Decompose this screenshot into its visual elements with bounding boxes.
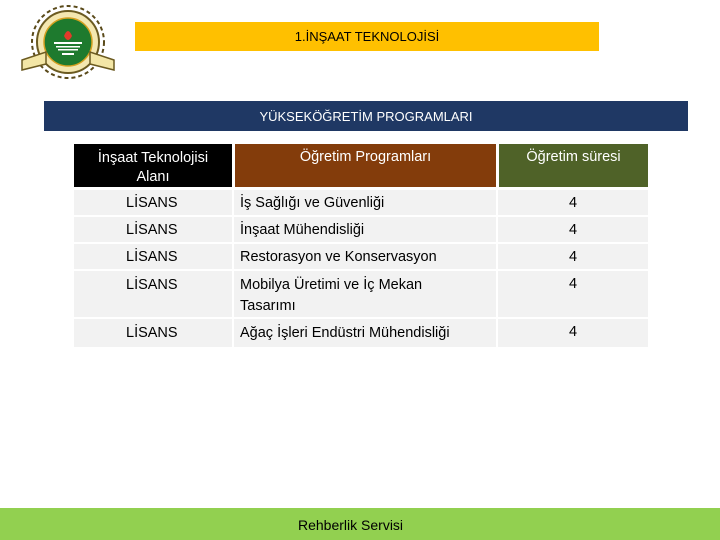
- program-name: Mobilya Üretimi ve İç Mekan Tasarımı: [232, 271, 496, 319]
- duration-years: 4: [496, 244, 648, 271]
- header-area: İnşaat Teknolojisi Alanı: [74, 144, 232, 190]
- degree-level: LİSANS: [74, 190, 232, 217]
- degree-level: LİSANS: [74, 271, 232, 319]
- program-name: İnşaat Mühendisliği: [232, 217, 496, 244]
- header-programs: Öğretim Programları: [232, 144, 496, 190]
- program-name: Ağaç İşleri Endüstri Mühendisliği: [232, 319, 496, 349]
- duration-years: 4: [496, 319, 648, 349]
- duration-years: 4: [496, 271, 648, 319]
- header-duration: Öğretim süresi: [496, 144, 648, 190]
- program-name: İş Sağlığı ve Güvenliği: [232, 190, 496, 217]
- duration-years: 4: [496, 190, 648, 217]
- duration-years: 4: [496, 217, 648, 244]
- degree-level: LİSANS: [74, 244, 232, 271]
- table-row: [74, 190, 648, 217]
- footer-label: Rehberlik Servisi: [298, 517, 404, 533]
- degree-level: LİSANS: [74, 217, 232, 244]
- degree-level: LİSANS: [74, 319, 232, 349]
- table-header-row: [74, 144, 648, 190]
- table-row: [74, 244, 648, 271]
- programs-table: [74, 144, 648, 349]
- university-seal-icon: [6, 4, 130, 80]
- table-row: [74, 217, 648, 244]
- table-row: [74, 271, 648, 319]
- table-row: [74, 319, 648, 349]
- page-title: 1.İNŞAAT TEKNOLOJİSİ: [135, 22, 599, 51]
- program-name: Restorasyon ve Konservasyon: [232, 244, 496, 271]
- section-heading: YÜKSEKÖĞRETİM PROGRAMLARI: [44, 101, 688, 131]
